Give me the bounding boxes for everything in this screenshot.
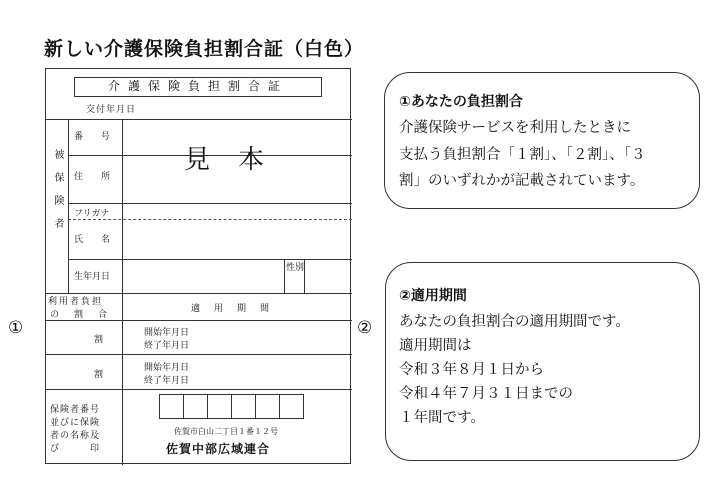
callout-text-line: 適用期間は [399, 338, 472, 354]
page-title: 新しい介護保険負担割合証（白色） [44, 38, 365, 60]
number-box [255, 394, 280, 419]
number-label: 番 号 [74, 132, 111, 142]
insurer-label-2: 並びに保険 [50, 418, 101, 428]
sample-stamp: 見本 [184, 145, 293, 175]
callout-text-line: あなたの負担割合の適用期間です。 [399, 314, 630, 330]
callout-text-line: １年間です。 [399, 410, 485, 426]
number-box [207, 394, 232, 419]
furigana-rule [68, 219, 352, 220]
birthdate-label: 生年月日 [74, 272, 111, 282]
callout-text-line: 令和３年８月１日から [399, 362, 544, 378]
callout-title: ②適用期間 [399, 288, 467, 304]
ratio-suffix: 割 [94, 335, 104, 345]
insurer-address: 佐賀市白山二丁目１番１２号 [174, 427, 278, 436]
card-title: 介護保険負担割合証 [74, 77, 322, 97]
ratio-header-2: の 割 合 [50, 310, 111, 320]
number-box [279, 394, 304, 419]
number-box [231, 394, 256, 419]
name-label: 氏 名 [74, 235, 111, 245]
callout-text-line: 支払う負担割合「１割」、「２割」、「３ [399, 147, 646, 163]
row-rule [68, 259, 352, 260]
row-rule [68, 203, 352, 204]
address-label: 住 所 [74, 172, 111, 182]
marker-one: ① [8, 318, 24, 338]
insured-label: 被保険者 [52, 149, 63, 241]
insurer-label-1: 保険者番号 [50, 405, 101, 415]
insurer-name: 佐賀中部広域連合 [166, 442, 271, 456]
insurer-number-boxes [159, 394, 304, 419]
period-header: 適用期間 [191, 304, 284, 314]
label-divider [122, 119, 123, 293]
issue-date-label: 交付年月日 [86, 105, 137, 115]
ratio-divider [122, 293, 123, 465]
table-top-rule [46, 119, 352, 120]
period-callout [385, 262, 700, 461]
callout-title: ①あなたの負担割合 [399, 94, 523, 110]
callout-text-line: 割」のいずれかが記載されています。 [399, 173, 645, 189]
insurer-label-3: 者の名称及 [50, 431, 101, 441]
furigana-label: フリガナ [74, 209, 110, 219]
insured-divider [68, 119, 69, 293]
row-rule [46, 389, 352, 390]
ratio-header: 利用者負担 [48, 297, 104, 307]
insurer-label-4: び 印 [50, 444, 101, 454]
sex-divider [304, 259, 305, 293]
callout-text-line: 令和４年７月３１日までの [399, 386, 573, 402]
ratio-suffix: 割 [94, 370, 104, 380]
row-rule [46, 354, 352, 355]
end-date-label: 終了年月日 [144, 341, 190, 351]
row-rule [46, 320, 352, 321]
start-date-label: 開始年月日 [144, 363, 190, 373]
number-box [159, 394, 184, 419]
sex-divider [284, 259, 285, 293]
ratio-callout [384, 72, 700, 209]
certificate-card [45, 68, 351, 464]
callout-text-line: 介護保険サービスを利用したときに [399, 120, 631, 136]
sex-label: 性別 [286, 263, 305, 273]
marker-two: ② [357, 318, 373, 338]
start-date-label: 開始年月日 [144, 328, 190, 338]
end-date-label: 終了年月日 [144, 376, 190, 386]
number-box [183, 394, 208, 419]
